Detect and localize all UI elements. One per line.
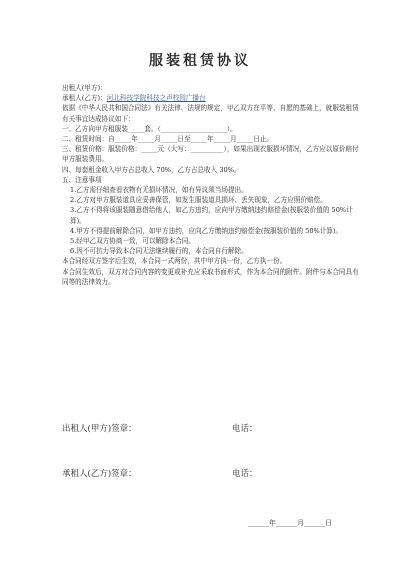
party-a-phone-label: 电话： xyxy=(232,424,258,434)
note-1: 1.乙方需仔细查看衣物有无损坏情况，如有异议须当场提出。 xyxy=(70,186,248,195)
party-a-line: 出租人(甲方)： xyxy=(62,84,107,92)
note-3: 3.乙方不得将该服装随意借给他人，如乙方违约，应向甲方缴纳违约赔偿金(按服装价值的 50%计算)。 xyxy=(70,206,353,225)
clause-5: 五、注意事项 xyxy=(62,175,102,184)
party-b-signature-label: 承租人(乙方)签章： xyxy=(62,469,137,479)
note-4: 4.甲方不得提前解除合同，如甲方违约，应向乙方缴纳违约赔偿金(按服装价值的 50%计算)。 xyxy=(70,226,343,235)
sign-date-line: ______年______月______日 xyxy=(248,519,332,527)
party-b-name: 河北科技学院科技之声校园广播台 xyxy=(106,94,206,103)
party-b-prefix: 承租人(乙方)： xyxy=(62,94,107,103)
party-b-phone-label: 电话： xyxy=(232,469,258,479)
document-title: 服装租赁协议 xyxy=(149,53,251,69)
clause-1: 一、乙方向甲方租服装_____套。（____________________）。 xyxy=(62,124,237,133)
party-a-signature-label: 出租人(甲方)签章： xyxy=(62,424,137,434)
note-2: 2.乙方对甲方服装道具应妥善保管，如发生服装道具损坏、丢失现象，乙方应照价赔偿。 xyxy=(70,196,327,205)
note-5: 5.经甲乙双方协商一致，可以解除本合同。 xyxy=(70,237,195,246)
closing-2: 本合同生效后，双方对合同内容的变更或补充应采取书面形式，作为本合同的附件。附件与本合同具有同等的法律效力。 xyxy=(62,267,359,286)
clause-4: 四、每套租金收入甲方占总收入 70%，乙方占总收入 30%。 xyxy=(62,165,241,174)
note-6: 6.因不可抗力导致本合同无法继续履行的，本合同自行解除。 xyxy=(70,247,248,256)
clause-2: 二、租赁时间：自_____年_____月_____日至_____年_____月_____日止。 xyxy=(62,135,273,144)
closing-1: 本合同经双方签字后生效，本合同一式两份，其中甲方执一份，乙方执一份。 xyxy=(62,257,287,266)
party-b-line xyxy=(62,93,362,103)
clause-3: 三、租赁价格：服装价格：_____元（大写：__________），如果出现衣服损坏情况，乙方应以原价赔付甲方服装费用。 xyxy=(62,145,359,164)
preamble: 依据《中华人民共和国合同法》有关法律、法规的规定，甲乙双方在平等、自愿的基础上，就服装租赁有关事宜达成协议如下： xyxy=(62,104,359,123)
